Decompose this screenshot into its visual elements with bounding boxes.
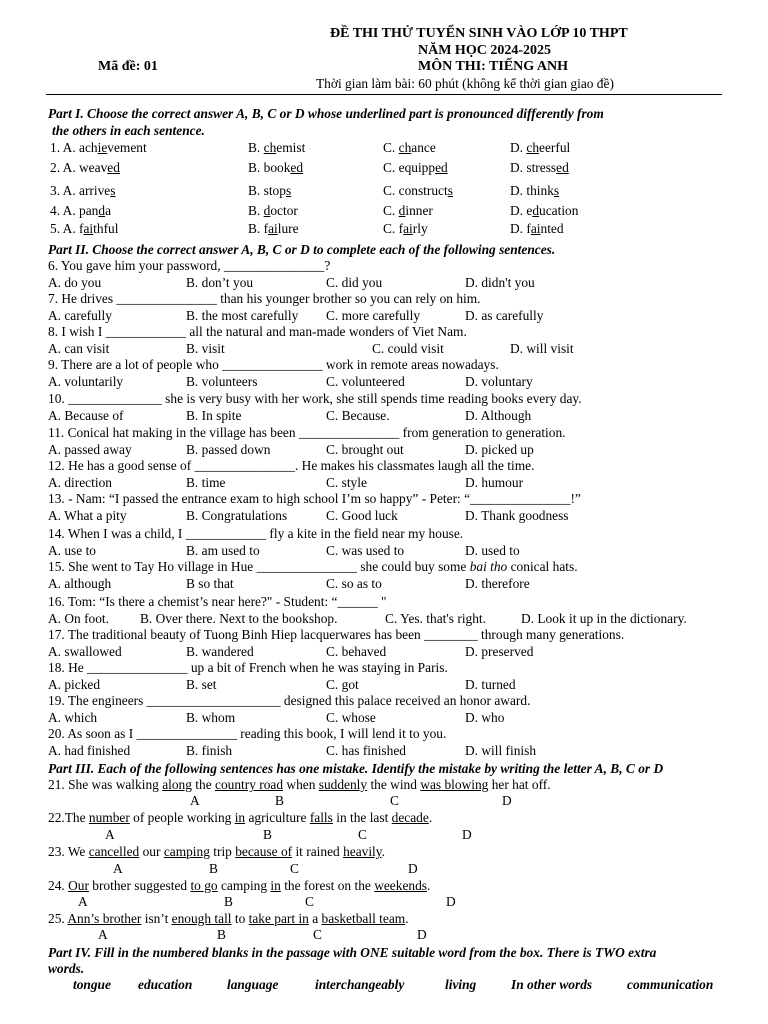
question-16: 16. Tom: “Is there a chemist’s near here?" - Student: “______ ": [48, 594, 387, 609]
question-10-option-b: B. In spite: [186, 408, 242, 423]
question-19-option-a: A. which: [48, 710, 98, 725]
question-13: 13. - Nam: “I passed the entrance exam to high school I’m so happy” - Peter: “_______________!”: [48, 491, 581, 506]
question-23: 23. We cancelled our camping trip because of it rained heavily.: [48, 844, 385, 859]
question-8-option-a: A. can visit: [48, 341, 110, 356]
question-7-option-d: D. as carefully: [465, 308, 544, 323]
part2-heading: Part II. Choose the correct answer A, B, C or D to complete each of the following sentences.: [48, 242, 556, 257]
question-18-option-a: A. picked: [48, 677, 101, 692]
question-19-option-c: C. whose: [326, 710, 376, 725]
question-7: 7. He drives _______________ than his younger brother so you can rely on him.: [48, 291, 481, 306]
question-16-option-b: B. Over there. Next to the bookshop.: [140, 611, 338, 626]
letter-d: D: [417, 927, 427, 942]
part1-q5-option: B. failure: [248, 221, 299, 236]
letter-d: D: [462, 827, 472, 842]
exam-title: ĐỀ THI THỬ TUYỂN SINH VÀO LỚP 10 THPT: [330, 26, 628, 41]
question-19-option-d: D. who: [465, 710, 505, 725]
exam-code: Mã đề: 01: [98, 59, 158, 74]
question-13-option-d: D. Thank goodness: [465, 508, 569, 523]
question-14-option-b: B. am used to: [186, 543, 260, 558]
question-6-option-d: D. didn't you: [465, 275, 535, 290]
letter-a: A: [78, 894, 88, 909]
letter-c: C: [390, 793, 399, 808]
part1-heading: Part I. Choose the correct answer A, B, C or D whose underlined part is pronounced differently from: [48, 106, 604, 121]
part1-q4-option: 4. A. panda: [50, 203, 112, 218]
question-7-option-b: B. the most carefully: [186, 308, 299, 323]
part4-heading: Part IV. Fill in the numbered blanks in the passage with ONE suitable word from the box. There is TWO extra: [48, 945, 657, 960]
letter-b: B: [217, 927, 226, 942]
word-box-item: communication: [627, 977, 714, 992]
question-10-option-a: A. Because of: [48, 408, 124, 423]
part1-q1-option: D. cheerful: [510, 140, 571, 155]
part3-heading: Part III. Each of the following sentences has one mistake. Identify the mistake by writing the letter A, B, C or D: [48, 761, 664, 776]
question-9-option-b: B. volunteers: [186, 374, 258, 389]
letter-a: A: [105, 827, 115, 842]
question-10-option-d: D. Although: [465, 408, 532, 423]
question-17: 17. The traditional beauty of Tuong Binh Hiep lacquerwares has been ________ through many generations.: [48, 627, 625, 642]
word-box-item: living: [445, 977, 477, 992]
question-15-option-b: B so that: [186, 576, 234, 591]
part1-q3-option: D. thinks: [510, 183, 560, 198]
question-12-option-a: A. direction: [48, 475, 112, 490]
part1-q3-option: B. stops: [248, 183, 292, 198]
letter-c: C: [358, 827, 367, 842]
question-24: 24. Our brother suggested to go camping in the forest on the weekends.: [48, 878, 431, 893]
question-11-option-c: C. brought out: [326, 442, 404, 457]
question-9-option-c: C. volunteered: [326, 374, 405, 389]
question-6-option-c: C. did you: [326, 275, 383, 290]
letter-a: A: [113, 861, 123, 876]
question-13-option-c: C. Good luck: [326, 508, 398, 523]
letter-b: B: [209, 861, 218, 876]
part4-heading-2: words.: [48, 961, 85, 976]
question-20-option-a: A. had finished: [48, 743, 131, 758]
question-19-option-b: B. whom: [186, 710, 236, 725]
question-20: 20. As soon as I _______________ reading this book, I will lend it to you.: [48, 726, 447, 741]
question-21: 21. She was walking along the country road when suddenly the wind was blowing her hat off.: [48, 777, 551, 792]
part1-q2-option: D. stressed: [510, 160, 569, 175]
part1-q2-option: 2. A. weaved: [50, 160, 120, 175]
letter-d: D: [408, 861, 418, 876]
question-16-option-c: C. Yes. that's right.: [385, 611, 486, 626]
question-7-option-c: C. more carefully: [326, 308, 421, 323]
question-8-option-b: B. visit: [186, 341, 225, 356]
question-11-option-a: A. passed away: [48, 442, 132, 457]
question-18-option-b: B. set: [186, 677, 217, 692]
part1-heading-2: the others in each sentence.: [52, 123, 205, 138]
letter-d: D: [502, 793, 512, 808]
word-box-item: education: [138, 977, 193, 992]
question-8-option-d: D. will visit: [510, 341, 574, 356]
question-9: 9. There are a lot of people who _______________ work in remote areas nowadays.: [48, 357, 499, 372]
question-14-option-d: D. used to: [465, 543, 520, 558]
letter-b: B: [263, 827, 272, 842]
question-13-option-b: B. Congratulations: [186, 508, 288, 523]
letter-b: B: [275, 793, 284, 808]
question-20-option-d: D. will finish: [465, 743, 537, 758]
question-18-option-d: D. turned: [465, 677, 516, 692]
question-18: 18. He _______________ up a bit of French when he was staying in Paris.: [48, 660, 448, 675]
question-12-option-b: B. time: [186, 475, 226, 490]
part1-q4-option: B. doctor: [248, 203, 298, 218]
letter-c: C: [313, 927, 322, 942]
question-11-option-b: B. passed down: [186, 442, 271, 457]
question-17-option-b: B. wandered: [186, 644, 254, 659]
part1-q4-option: C. dinner: [383, 203, 433, 218]
question-10-option-c: C. Because.: [326, 408, 390, 423]
question-6: 6. You gave him your password, _______________?: [48, 258, 331, 273]
question-11-option-d: D. picked up: [465, 442, 534, 457]
question-15-option-c: C. so as to: [326, 576, 382, 591]
question-13-option-a: A. What a pity: [48, 508, 127, 523]
letter-a: A: [190, 793, 200, 808]
question-17-option-d: D. preserved: [465, 644, 534, 659]
question-20-option-b: B. finish: [186, 743, 233, 758]
letter-d: D: [446, 894, 456, 909]
part1-q2-option: C. equipped: [383, 160, 448, 175]
question-9-option-d: D. voluntary: [465, 374, 533, 389]
letter-b: B: [224, 894, 233, 909]
letter-c: C: [290, 861, 299, 876]
letter-a: A: [98, 927, 108, 942]
question-17-option-a: A. swallowed: [48, 644, 122, 659]
word-box-item: interchangeably: [315, 977, 405, 992]
word-box-item: language: [227, 977, 279, 992]
question-15-option-d: D. therefore: [465, 576, 530, 591]
question-12-option-d: D. humour: [465, 475, 524, 490]
question-14-option-c: C. was used to: [326, 543, 405, 558]
part1-q1-option: 1. A. achievement: [50, 140, 147, 155]
part1-q3-option: 3. A. arrives: [50, 183, 116, 198]
part1-q1-option: C. chance: [383, 140, 436, 155]
question-22: 22.The number of people working in agriculture falls in the last decade.: [48, 810, 433, 825]
question-19: 19. The engineers ____________________ designed this palace received an honor award.: [48, 693, 531, 708]
part1-q1-option: B. chemist: [248, 140, 306, 155]
part1-q5-option: D. fainted: [510, 221, 564, 236]
question-8: 8. I wish I ____________ all the natural and man-made wonders of Viet Nam.: [48, 324, 467, 339]
time-allowed: Thời gian làm bài: 60 phút (không kể thời gian giao đề): [316, 76, 614, 91]
question-25: 25. Ann’s brother isn’t enough tall to take part in a basketball team.: [48, 911, 409, 926]
subject: MÔN THI: TIẾNG ANH: [418, 59, 569, 74]
question-12-option-c: C. style: [326, 475, 367, 490]
question-9-option-a: A. voluntarily: [48, 374, 124, 389]
letter-c: C: [305, 894, 314, 909]
question-7-option-a: A. carefully: [48, 308, 112, 323]
question-20-option-c: C. has finished: [326, 743, 406, 758]
part1-q4-option: D. education: [510, 203, 579, 218]
part1-q5-option: 5. A. faithful: [50, 221, 119, 236]
question-6-option-b: B. don’t you: [186, 275, 254, 290]
question-16-option-a: A. On foot.: [48, 611, 109, 626]
question-15: 15. She went to Tay Ho village in Hue _______________ she could buy some bai tho conical hats.: [48, 559, 578, 574]
part1-q5-option: C. fairly: [383, 221, 428, 236]
school-year: NĂM HỌC 2024-2025: [418, 43, 551, 58]
question-16-option-d: D. Look it up in the dictionary.: [521, 611, 687, 626]
question-6-option-a: A. do you: [48, 275, 102, 290]
question-12: 12. He has a good sense of _______________. He makes his classmates laugh all the time.: [48, 458, 535, 473]
question-17-option-c: C. behaved: [326, 644, 387, 659]
word-box-item: In other words: [511, 977, 593, 992]
question-14: 14. When I was a child, I ____________ fly a kite in the field near my house.: [48, 526, 464, 541]
word-box-item: tongue: [73, 977, 111, 992]
question-18-option-c: C. got: [326, 677, 359, 692]
header-divider: [46, 94, 722, 95]
question-8-option-c: C. could visit: [372, 341, 444, 356]
question-11: 11. Conical hat making in the village has been _______________ from generation to generation.: [48, 425, 566, 440]
question-10: 10. ______________ she is very busy with her work, she still spends time reading books every day.: [48, 391, 582, 406]
part1-q3-option: C. constructs: [383, 183, 453, 198]
question-14-option-a: A. use to: [48, 543, 96, 558]
question-15-option-a: A. although: [48, 576, 112, 591]
part1-q2-option: B. booked: [248, 160, 304, 175]
